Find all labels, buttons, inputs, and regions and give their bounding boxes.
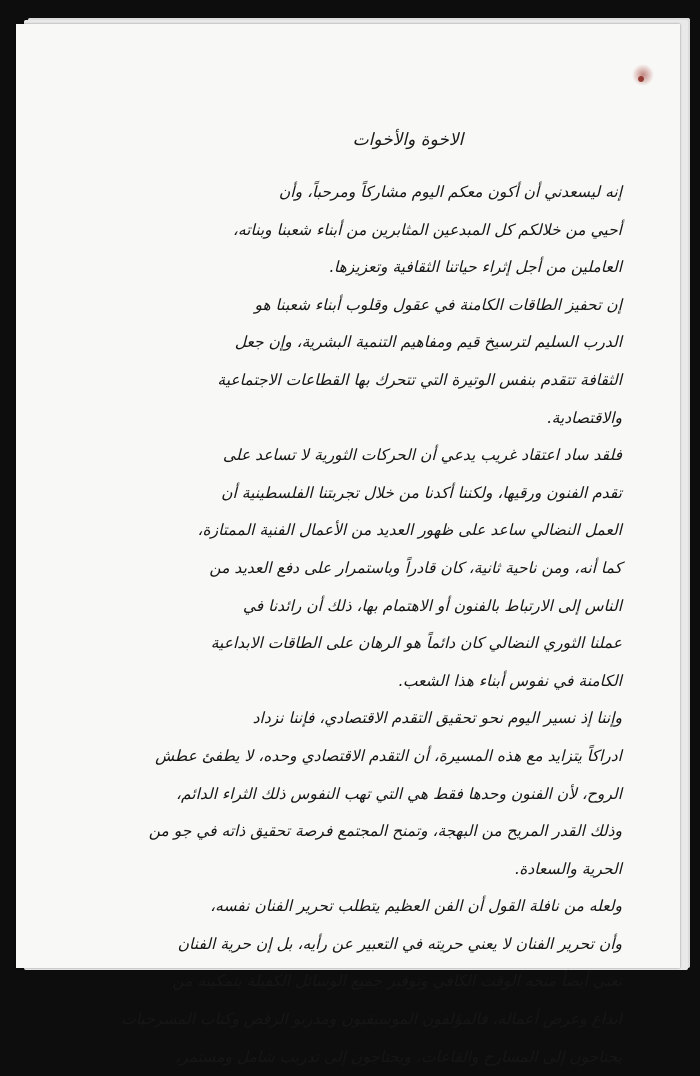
text-line: كما أنه، ومن ناحية ثانية، كان قادراً وباستمرار على دفع العديد من [209,558,622,577]
ink-stain [638,76,644,82]
text-line: ادراكاً يتزايد مع هذه المسيرة، أن التقدم الاقتصادي وحده، لا يطفئ عطش [155,746,622,765]
paragraph [82,287,622,437]
body-text [82,174,622,1076]
text-line: العاملين من أجل إثراء حياتنا الثقافية وتعزيزها. [328,258,622,277]
text-line: والاقتصادية. [546,408,622,427]
text-line: فلقد ساد اعتقاد غريب يدعي أن الحركات الثورية لا تساعد على [222,446,622,465]
text-line: وإننا إذ نسير اليوم نحو تحقيق التقدم الاقتصادي، فإننا نزداد [252,709,622,728]
paragraph [82,437,622,700]
paragraph [82,888,622,1076]
text-line: إنه ليسعدني أن أكون معكم اليوم مشاركاً ومرحباً، وأن [278,183,622,201]
paragraph [82,700,622,888]
handwritten-page [16,24,680,1066]
text-line: أحيي من خلالكم كل المبدعين المثابرين من أبناء شعبنا وبناته، [232,220,622,239]
text-line: الثقافة تتقدم بنفس الوتيرة التي تتحرك بها القطاعات الاجتماعية [217,370,622,389]
text-line: يحتاجون إلى المسارح والقاعات، ويحتاجون إلى تدريب شامل ومستمر، [175,1047,622,1066]
text-line: الروح، لأن الفنون وحدها فقط هي التي تهب النفوس ذلك الثراء الدائم، [175,784,622,803]
text-line: ابداع وعرض أعماله، فالمؤلفون الموسيقيون ومدربو الرقص وكتاب المسرحيات [121,1010,622,1029]
text-line: الناس إلى الارتباط بالفنون أو الاهتمام بها، ذلك أن رائدنا في [242,596,622,615]
text-line: وذلك القدر المريح من البهجة، وتمنح المجتمع فرصة تحقيق ذاته في جو من [148,822,622,841]
text-line: وأن تحرير الفنان لا يعني حريته في التعبير عن رأيه، بل إن حرية الفنان [177,934,622,953]
text-line: الدرب السليم لترسيخ قيم ومفاهيم التنمية البشرية، وإن جعل [234,333,622,352]
text-line: الحرية والسعادة. [514,859,622,878]
page-title: الاخوة والأخوات [352,130,464,150]
text-line: ولعله من نافلة القول أن الفن العظيم يتطلب تحرير الفنان نفسه، [210,897,622,916]
text-line: تقدم الفنون ورقيها، ولكننا أكدنا من خلال تجربتنا الفلسطينية أن [221,483,622,502]
text-line: عملنا الثوري النضالي كان دائماً هو الرهان على الطاقات الابداعية [210,634,622,653]
text-line: تعني أيضاً منحه الوقت الكافي وتوفير جميع الوسائل الكفيلة بتمكينه من [172,972,622,991]
text-line: الكامنة في نفوس أبناء هذا الشعب. [397,671,622,690]
text-line: إن تحفيز الطاقات الكامنة في عقول وقلوب أبناء شعبنا هو [254,295,622,314]
paragraph [82,174,622,287]
text-line: العمل النضالي ساعد على ظهور العديد من الأعمال الفنية الممتازة، [197,521,622,540]
ink-stain [632,64,654,86]
